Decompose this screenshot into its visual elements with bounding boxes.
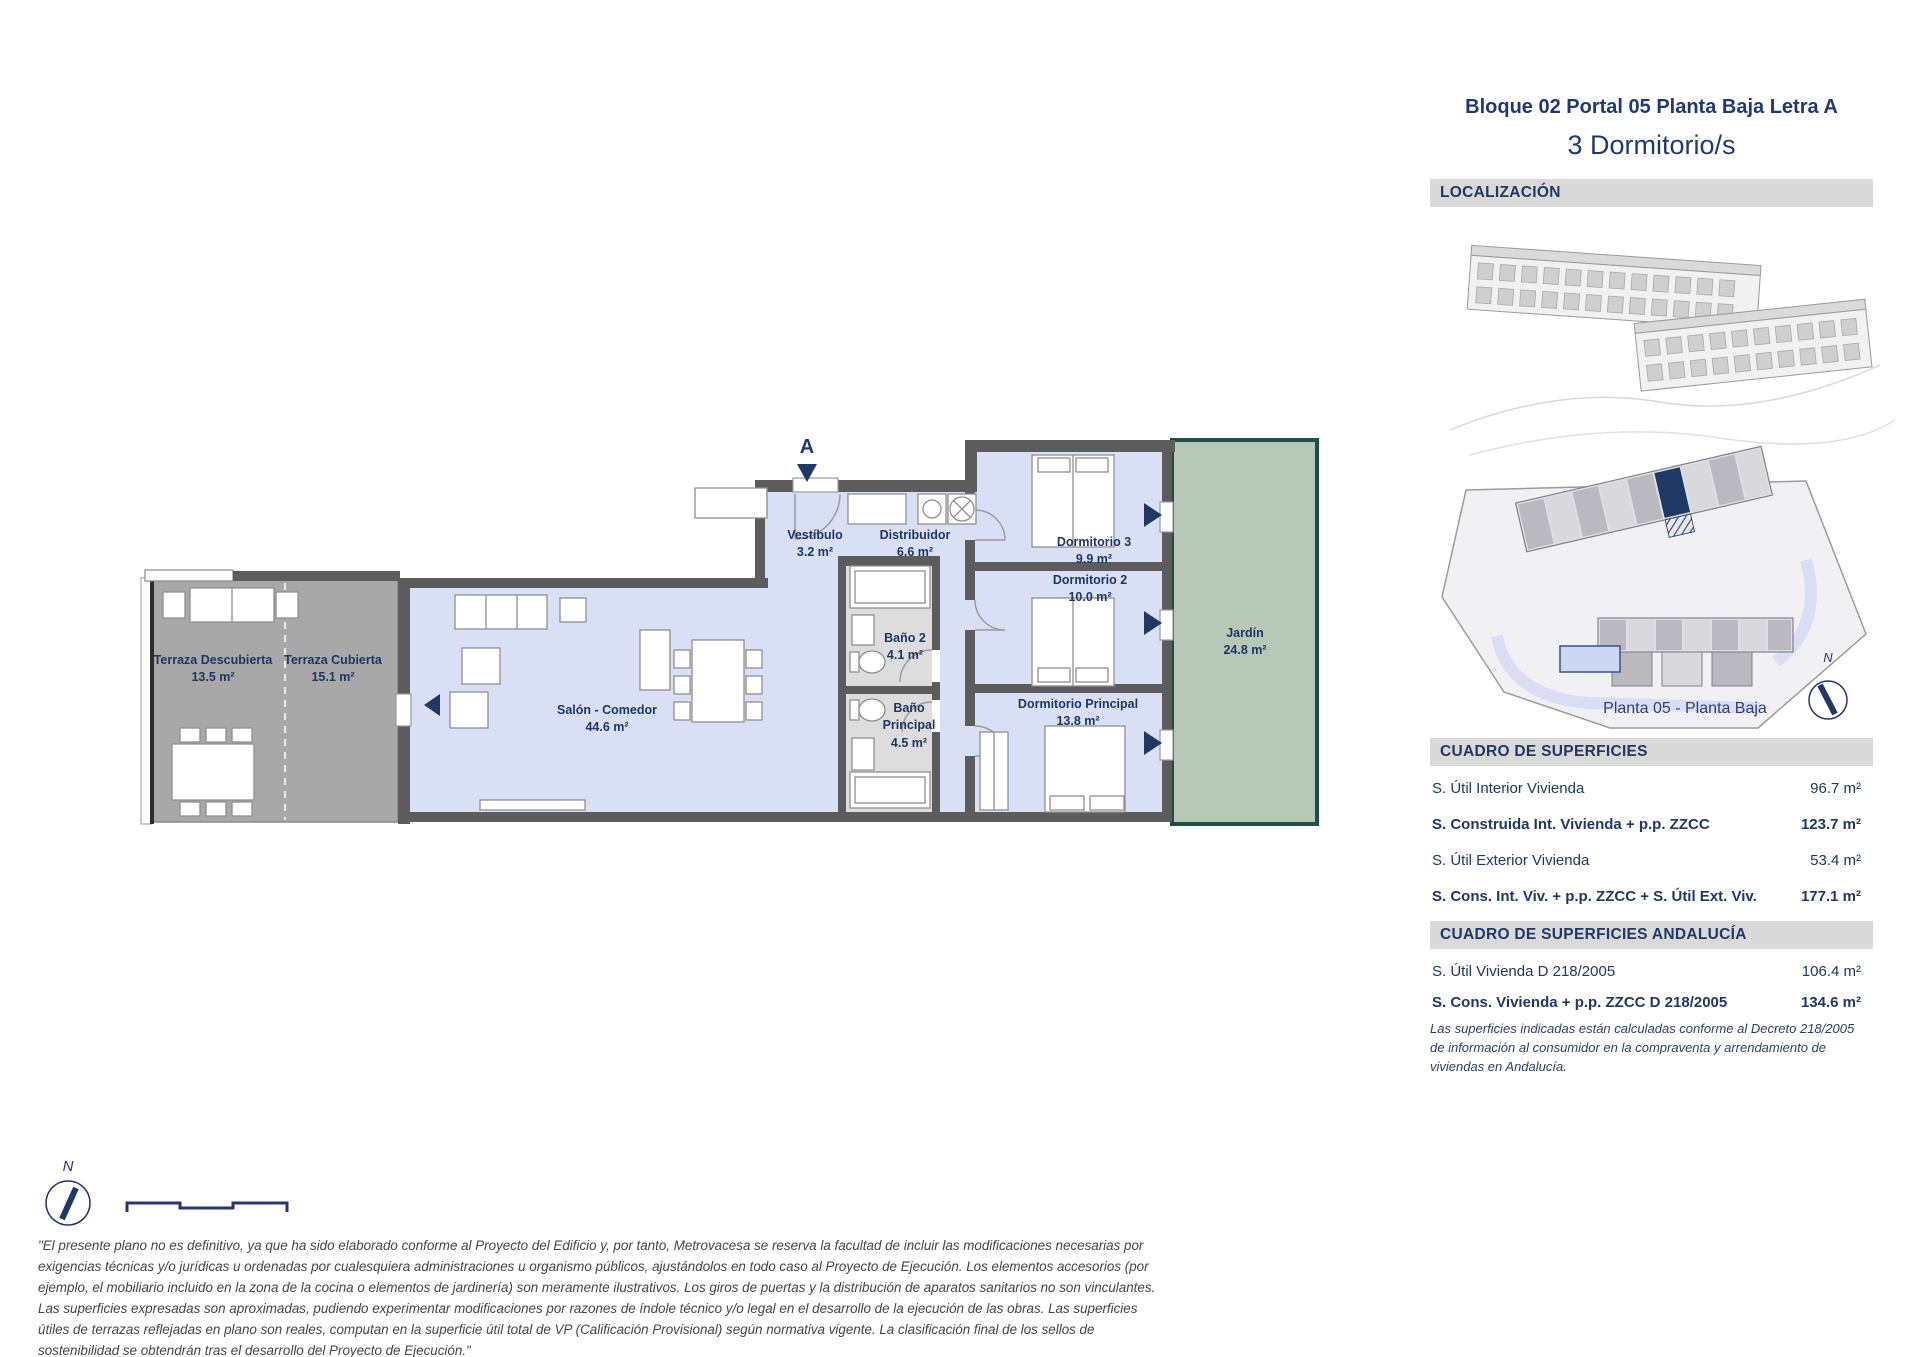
room-area: 9.9 m² — [1075, 552, 1113, 567]
room-name: Terraza Descubierta — [153, 653, 273, 667]
room-name: Terraza Cubierta — [284, 653, 382, 667]
room-label-bano-principal — [870, 700, 948, 752]
room-label-bano-2 — [862, 630, 948, 665]
room-area: 15.1 m² — [311, 670, 355, 685]
room-area: 13.8 m² — [1056, 714, 1100, 729]
room-label-dormitorio-principal — [996, 696, 1160, 731]
room-name: Distribuidor — [879, 528, 951, 542]
unit-title: Bloque 02 Portal 05 Planta Baja Letra A — [1465, 96, 1838, 118]
room-area: 6.6 m² — [896, 545, 934, 560]
room-area: 13.5 m² — [191, 670, 235, 685]
table-row — [1430, 956, 1873, 987]
room-label-dormitorio-2 — [1020, 572, 1160, 607]
row-value: 134.6 m² — [1800, 994, 1861, 1011]
row-value: 53.4 m² — [1810, 851, 1861, 869]
room-area: 10.0 m² — [1068, 590, 1112, 605]
row-label: S. Útil Vivienda D 218/2005 — [1432, 963, 1616, 980]
north-label-siteplan: N — [1823, 650, 1833, 665]
table-row — [1430, 806, 1873, 842]
room-area: 44.6 m² — [585, 720, 629, 735]
room-name: Jardín — [1226, 626, 1264, 640]
table-row — [1430, 878, 1873, 914]
localizacion-header: LOCALIZACIÓN — [1430, 179, 1873, 207]
room-label-distribuidor — [865, 527, 965, 562]
surfaces-table-header: CUADRO DE SUPERFICIES — [1430, 738, 1873, 766]
room-label-terraza-cubierta — [258, 652, 408, 687]
row-label: S. Cons. Int. Viv. + p.p. ZZCC + S. Útil Ext. Viv. — [1432, 887, 1757, 905]
decree-note: Las superficies indicadas están calculadas conforme al Decreto 218/2005 de información al consumidor en la compraventa y arrendamiento de viviendas en Andalucía. — [1430, 1021, 1855, 1074]
row-value: 106.4 m² — [1801, 963, 1861, 980]
room-name: Salón - Comedor — [556, 703, 657, 717]
room-name: Baño 2 — [884, 631, 926, 645]
room-name: Dormitorio Principal — [1017, 697, 1139, 711]
room-name: Dormitorio 3 — [1056, 535, 1132, 549]
table-row — [1430, 842, 1873, 878]
table-row — [1430, 770, 1873, 806]
room-area: 4.1 m² — [886, 648, 924, 663]
room-area: 24.8 m² — [1223, 643, 1267, 658]
room-label-salon-comedor — [532, 702, 682, 737]
surfaces-table — [1430, 770, 1873, 914]
row-label: S. Útil Interior Vivienda — [1432, 779, 1585, 797]
room-name: Vestíbulo — [787, 528, 843, 542]
room-area: 4.5 m² — [890, 735, 928, 750]
room-area: 3.2 m² — [796, 545, 834, 560]
row-value: 123.7 m² — [1800, 815, 1861, 833]
surfaces-andalucia-header: CUADRO DE SUPERFICIES ANDALUCÍA — [1430, 921, 1873, 949]
table-row — [1430, 987, 1873, 1018]
row-label: S. Construida Int. Vivienda + p.p. ZZCC — [1432, 815, 1710, 833]
room-name: Baño Principal — [882, 701, 936, 733]
room-label-dormitorio-3 — [1024, 534, 1164, 569]
room-label-jardin — [1185, 625, 1305, 660]
entrance-marker-label: A — [799, 436, 815, 458]
row-value: 177.1 m² — [1800, 887, 1861, 905]
row-label: S. Cons. Vivienda + p.p. ZZCC D 218/2005 — [1432, 994, 1728, 1011]
surfaces-andalucia-table — [1430, 956, 1873, 1018]
room-label-vestibulo — [765, 527, 865, 562]
row-label: S. Útil Exterior Vivienda — [1432, 851, 1590, 869]
room-name: Dormitorio 2 — [1052, 573, 1128, 587]
row-value: 96.7 m² — [1810, 779, 1861, 797]
site-plan-caption: Planta 05 - Planta Baja — [1603, 700, 1767, 717]
north-label-plan: N — [62, 1158, 74, 1175]
legal-disclaimer: "El presente plano no es definitivo, ya que ha sido elaborado conforme al Proyecto del Edificio y, por tanto, Metrovacesa se reserva la facultad de incluir las modificaciones necesarias por exigencias técnicas y/o jurídicas u ordenadas por cualesquiera administraciones u organismo públicos, ajustándolos en todo caso al Proyecto de Ejecución. Los elementos accesorios (por ejemplo, el mobiliario incluido en la zona de la cocina o elementos de jardinería) son meramente ilustrativos. Los giros de puertas y la distribución de aparatos sanitarios no son vinculantes. Las superficies expresadas son aproximadas, pudiendo experimentar modificaciones por razones de índole técnico y/o legal en el desarrollo de la ejecución de las obras. Las superficies útiles de terrazas reflejadas en plano son reales, computan en la superficie útil total de VP (Calificación Provisional) según normativa vigente. La clasificación final de los sellos de sostenibilidad se obtendrán tras el desarrollo del Proyecto de Ejecución." — [38, 1238, 1156, 1357]
bedrooms-title: 3 Dormitorio/s — [1567, 130, 1736, 160]
